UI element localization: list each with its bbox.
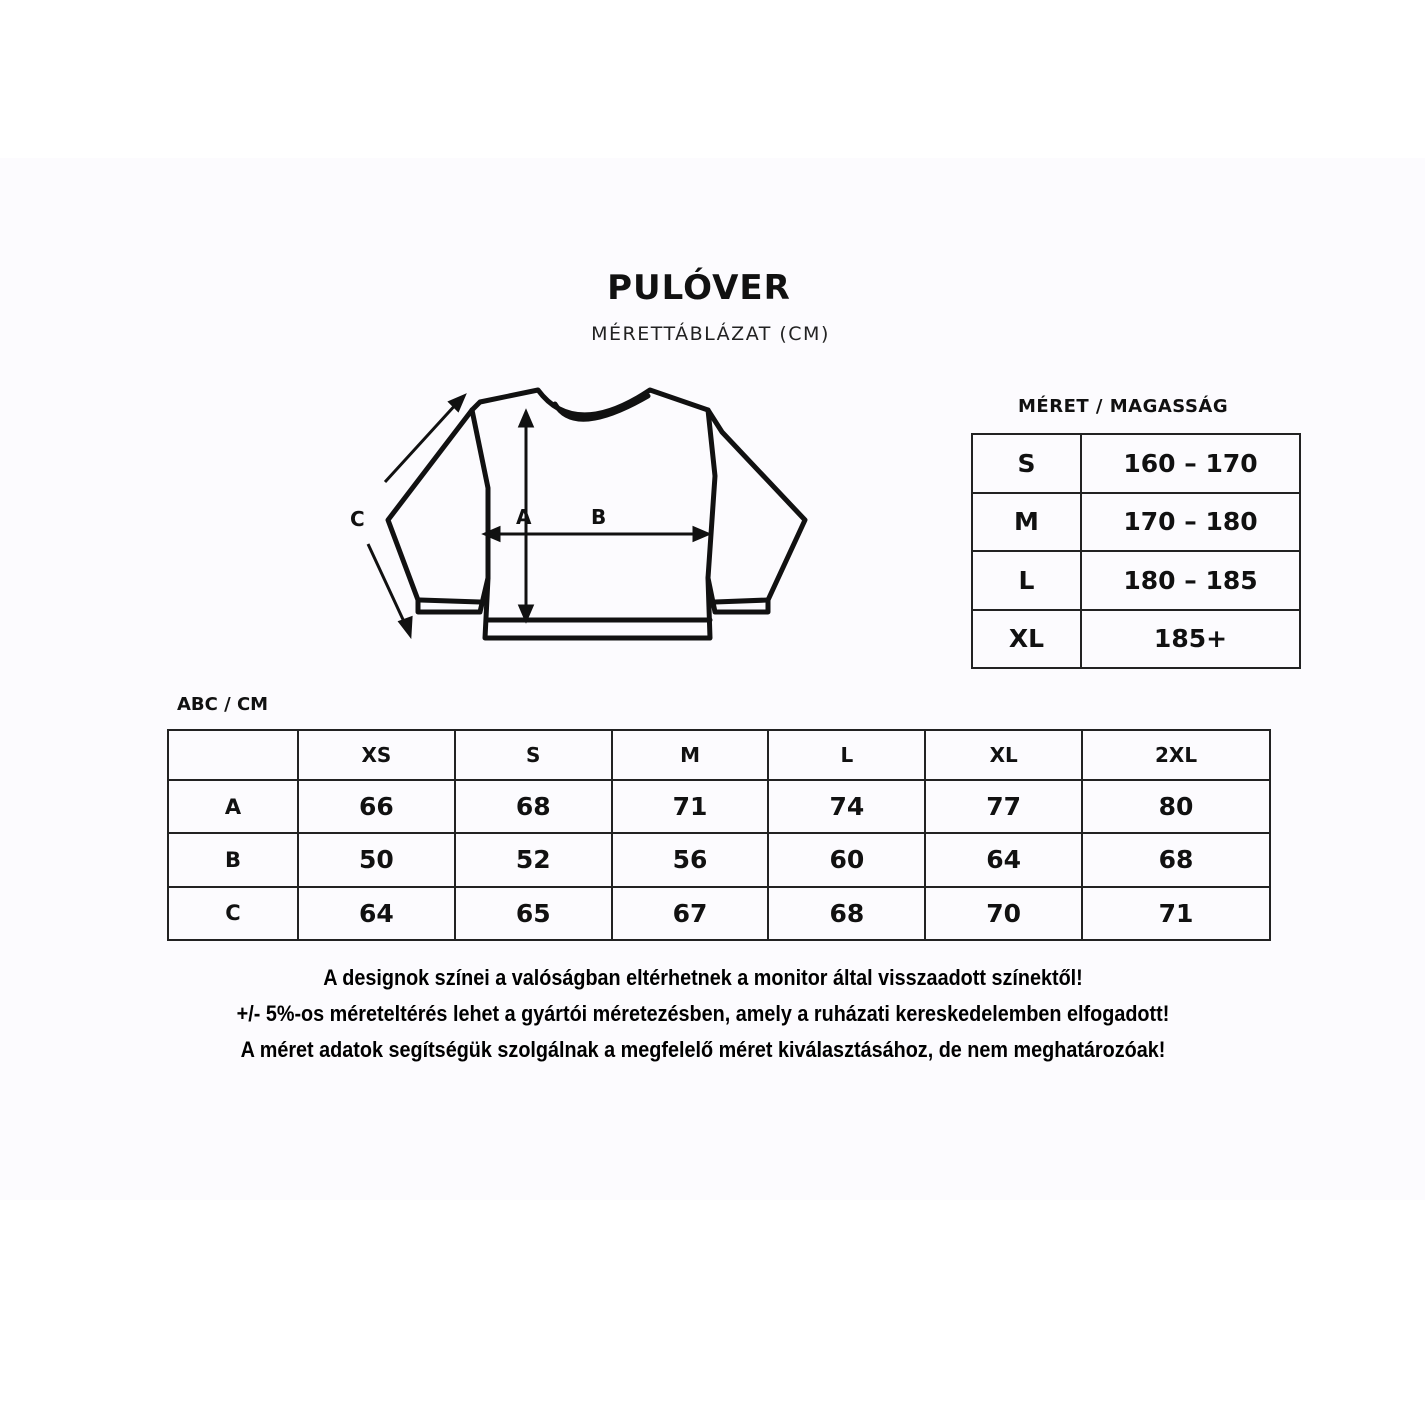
table-row xyxy=(972,434,1300,493)
table-row xyxy=(168,887,1270,940)
table-cell: 52 xyxy=(455,833,612,886)
page-title: PULÓVER xyxy=(607,268,791,308)
table-cell: 64 xyxy=(925,833,1082,886)
table-row xyxy=(168,780,1270,833)
table-cell: 68 xyxy=(455,780,612,833)
note-line: +/- 5%-os méreteltérés lehet a gyártói méretezésben, amely a ruházati kereskedelemben elfogadott! xyxy=(236,1001,1170,1026)
table-cell: 66 xyxy=(298,780,455,833)
column-header: L xyxy=(768,730,925,780)
size-cell: XL xyxy=(972,610,1081,669)
row-header: B xyxy=(168,833,298,886)
height-range-cell: 185+ xyxy=(1081,610,1300,669)
sweater-diagram xyxy=(330,380,830,680)
size-cell: L xyxy=(972,551,1081,610)
table-header-row xyxy=(168,730,1270,780)
row-header: A xyxy=(168,780,298,833)
page-subtitle: MÉRETTÁBLÁZAT (CM) xyxy=(591,323,830,345)
table-cell: 71 xyxy=(612,780,769,833)
column-header: 2XL xyxy=(1082,730,1270,780)
table-cell: 56 xyxy=(612,833,769,886)
diagram-label-c: C xyxy=(350,507,365,531)
size-cell: M xyxy=(972,493,1081,552)
table-cell: 65 xyxy=(455,887,612,940)
disclaimer-notes xyxy=(70,960,1335,1068)
table-cell: 71 xyxy=(1082,887,1270,940)
height-chart-table xyxy=(971,433,1301,669)
table-row xyxy=(168,833,1270,886)
column-header: XL xyxy=(925,730,1082,780)
diagram-label-b: B xyxy=(591,505,607,529)
table-cell: 50 xyxy=(298,833,455,886)
table-row xyxy=(972,610,1300,669)
height-range-cell: 180 – 185 xyxy=(1081,551,1300,610)
abc-chart-title: ABC / CM xyxy=(177,694,269,715)
note-line: A designok színei a valóságban eltérhetnek a monitor által visszaadott színektől! xyxy=(323,965,1083,990)
column-header: S xyxy=(455,730,612,780)
table-cell: 70 xyxy=(925,887,1082,940)
column-header: XS xyxy=(298,730,455,780)
table-cell: 68 xyxy=(1082,833,1270,886)
height-range-cell: 160 – 170 xyxy=(1081,434,1300,493)
right-cuff xyxy=(715,600,768,602)
corner-cell xyxy=(168,730,298,780)
column-header: M xyxy=(612,730,769,780)
height-chart-title: MÉRET / MAGASSÁG xyxy=(1018,396,1229,417)
table-cell: 74 xyxy=(768,780,925,833)
abc-chart-table xyxy=(167,729,1271,941)
table-row xyxy=(972,493,1300,552)
table-cell: 77 xyxy=(925,780,1082,833)
height-range-cell: 170 – 180 xyxy=(1081,493,1300,552)
table-cell: 68 xyxy=(768,887,925,940)
table-cell: 67 xyxy=(612,887,769,940)
table-cell: 60 xyxy=(768,833,925,886)
diagram-label-a: A xyxy=(516,505,532,529)
row-header: C xyxy=(168,887,298,940)
table-row xyxy=(972,551,1300,610)
table-cell: 64 xyxy=(298,887,455,940)
size-cell: S xyxy=(972,434,1081,493)
table-cell: 80 xyxy=(1082,780,1270,833)
left-cuff xyxy=(420,600,480,602)
note-line: A méret adatok segítségük szolgálnak a megfelelő méret kiválasztásához, de nem meghatározóak! xyxy=(240,1037,1166,1062)
